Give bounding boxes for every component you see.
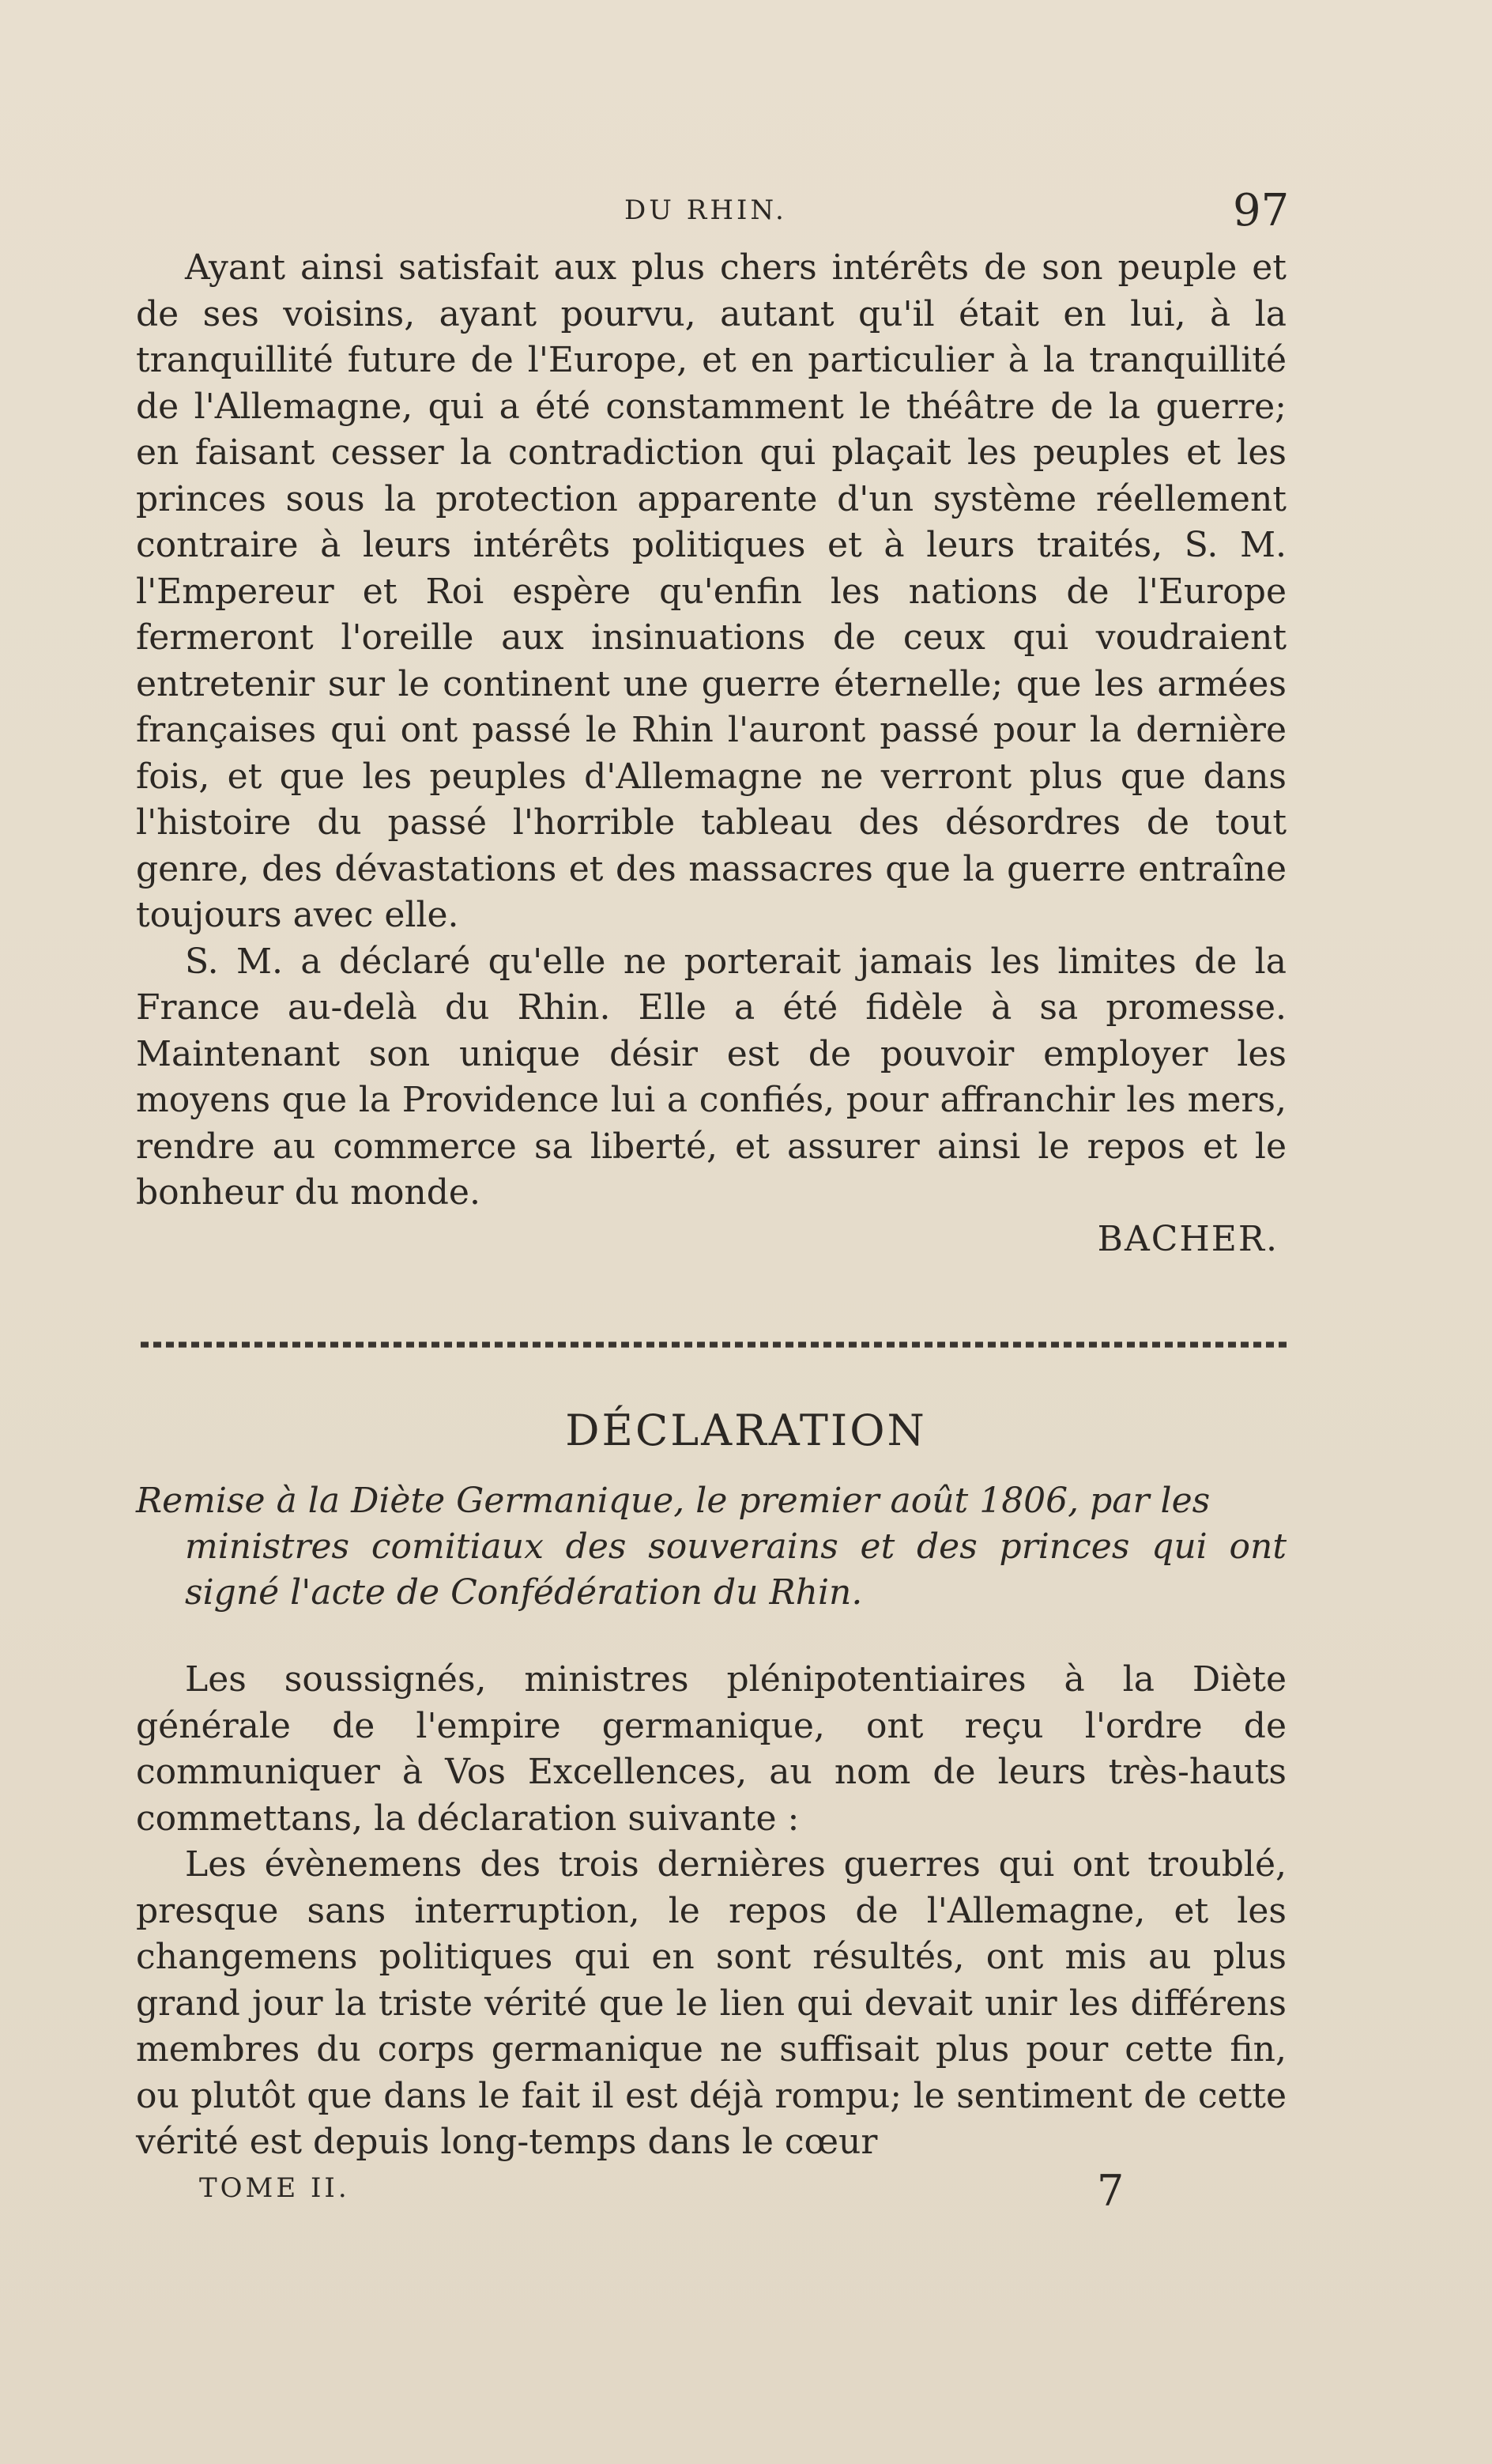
paragraph: Ayant ainsi satisfait aux plus chers intérêts de son peuple et de ses voisins, ayant pourvu, autant qu'il était en lui, à la tranquillité future de l'Europe, et en particulier à la tranquillité de l'Allemagne, qui a été constamment le théâtre de la guerre; en faisant cesser la contradiction qui plaçait les peuples et les princes sous la protection apparente d'un système réellement contraire à leurs intérêts politiques et à leurs traités, S. M. l'Empereur et Roi espère qu'enfin les nations de l'Europe fermeront l'oreille aux insinuations de ceux qui voudraient entretenir sur le continent une guerre éternelle; que les armées françaises qui ont passé le Rhin l'auront passé pour la dernière fois, et que les peuples d'Allemagne ne verront plus que dans l'histoire du passé l'horrible tableau des désordres de tout genre, des dévastations et des massacres que la guerre entraîne toujours avec elle. <box>136 247 1287 935</box>
ornamental-rule <box>141 1338 1288 1352</box>
sheet-number: 7 <box>1097 2166 1125 2216</box>
section-heading: DÉCLARATION <box>565 1406 927 1455</box>
running-title: DU RHIN. <box>624 194 787 226</box>
section-subtitle <box>136 1478 1287 1616</box>
volume-signature: TOME II. <box>199 2172 350 2204</box>
page-number: 97 <box>1233 185 1290 236</box>
subtitle-rest: ministres comitiaux des souverains et des princes qui ont signé l'acte de Confédération du Rhin. <box>185 1526 1287 1613</box>
paragraph: Les évènemens des trois dernières guerres qui ont troublé, presque sans interruption, le repos de l'Allemagne, et les changemens politiques qui en sont résultés, ont mis au plus grand jour la triste vérité que le lien qui devait unir les différens membres du corps germanique ne suffisait plus pour cette fin, ou plutôt que dans le fait il est déjà rompu; le sentiment de cette vérité est depuis long-temps dans le cœur <box>136 1844 1287 2162</box>
continued-text <box>136 245 1287 1262</box>
signature: BACHER. <box>1097 1218 1279 1259</box>
paragraph: S. M. a déclaré qu'elle ne porterait jamais les limites de la France au-delà du Rhin. Elle a été fidèle à sa promesse. Maintenant son unique désir est de pouvoir employer les moyens que la Providence lui a confiés, pour affranchir les mers, rendre au commerce sa liberté, et assurer ainsi le repos et le bonheur du monde. <box>136 941 1287 1213</box>
declaration-text <box>136 1657 1287 2166</box>
subtitle-first-line: Remise à la Diète Germanique, le premier août 1806, par les <box>136 1481 1211 1521</box>
paragraph: Les soussignés, ministres plénipotentiaires à la Diète générale de l'empire germanique, ont reçu l'ordre de communiquer à Vos Excellences, au nom de leurs très-hauts commettans, la déclaration suivante : <box>136 1659 1287 1839</box>
